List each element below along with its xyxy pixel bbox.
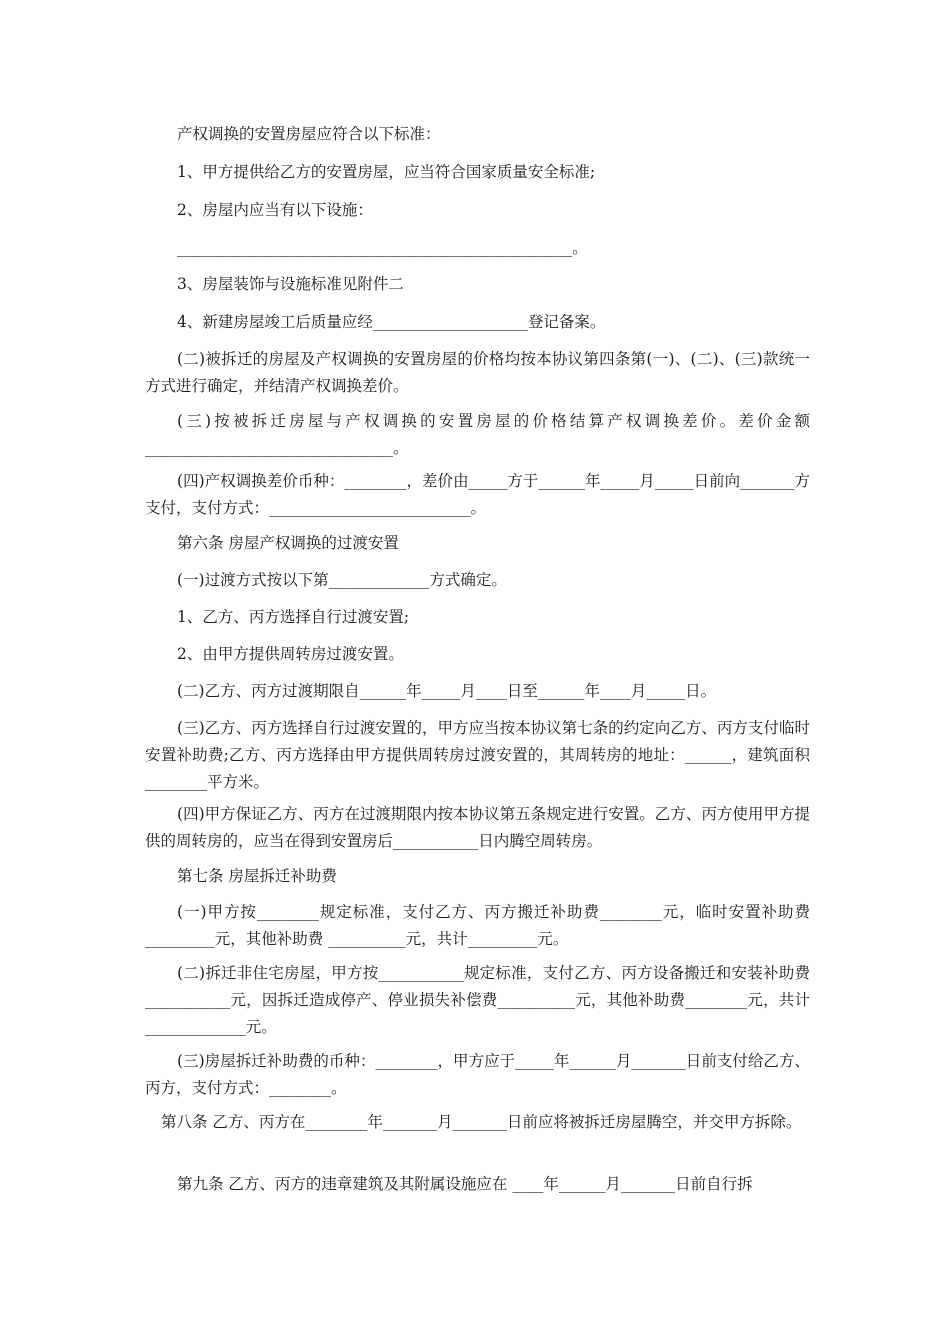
paragraph: (二)被拆迁的房屋及产权调换的安置房屋的价格均按本协议第四条第(一)、(二)、(三)款统一方式进行确定，并结清产权调换差价。 (145, 350, 810, 395)
section-heading: 第七条 房屋拆迁补助费 (177, 867, 337, 885)
paragraph: (三)乙方、丙方选择自行过渡安置的，甲方应当按本协议第七条的约定向乙方、丙方支付临时安置补助费;乙方、丙方选择由甲方提供周转房过渡安置的，其周转房的地址：______，建筑面积________平方米。 (145, 719, 810, 791)
paragraph: (三)按被拆迁房屋与产权调换的安置房屋的价格结算产权调换差价。差价金额________________________________。 (145, 412, 810, 457)
paragraph: 3、房屋装饰与设施标准见附件二 (177, 275, 404, 293)
paragraph: (二)乙方、丙方过渡期限自______年_____月____日至______年____月_____日。 (177, 682, 717, 700)
paragraph: (一)过渡方式按以下第_____________方式确定。 (177, 571, 507, 589)
paragraph: (三)房屋拆迁补助费的币种：________，甲方应于_____年______月_______日前支付给乙方、丙方，支付方式：________。 (145, 1052, 810, 1097)
paragraph: 2、由甲方提供周转房过渡安置。 (177, 645, 404, 663)
paragraph: 第八条 乙方、丙方在________年_______月_______日前应将被拆迁房屋腾空，并交甲方拆除。 (161, 1113, 802, 1131)
paragraph: 4、新建房屋竣工后质量应经____________________登记备案。 (177, 313, 606, 331)
paragraph: (四)产权调换差价币种：________，差价由_____方于______年_____月_____日前向_______方支付，支付方式：__________________________。 (145, 472, 810, 517)
paragraph: 第九条 乙方、丙方的违章建筑及其附属设施应在 ____年______月_______日前自行拆 (177, 1175, 753, 1193)
paragraph: 产权调换的安置房屋应符合以下标准： (177, 125, 441, 143)
paragraph: (二)拆迁非住宅房屋，甲方按___________规定标准，支付乙方、丙方设备搬迁和安装补助费___________元，因拆迁造成停产、停业损失补偿费__________元，其他补助费________元，共计_____________元。 (145, 964, 810, 1036)
section-heading: 第六条 房屋产权调换的过渡安置 (177, 534, 399, 552)
paragraph: (四)甲方保证乙方、丙方在过渡期限内按本协议第五条规定进行安置。乙方、丙方使用甲方提供的周转房的，应当在得到安置房后___________日内腾空周转房。 (145, 805, 810, 850)
fill-in-blank-line: ___________________________________________________。 (177, 239, 588, 257)
paragraph: 1、乙方、丙方选择自行过渡安置; (177, 608, 410, 626)
paragraph: 2、房屋内应当有以下设施： (177, 201, 373, 219)
paragraph: 1、甲方提供给乙方的安置房屋，应当符合国家质量安全标准; (177, 163, 596, 181)
paragraph: (一)甲方按________规定标准，支付乙方、丙方搬迁补助费________元，临时安置补助费_________元，其他补助费 __________元，共计_________元。 (145, 903, 810, 948)
